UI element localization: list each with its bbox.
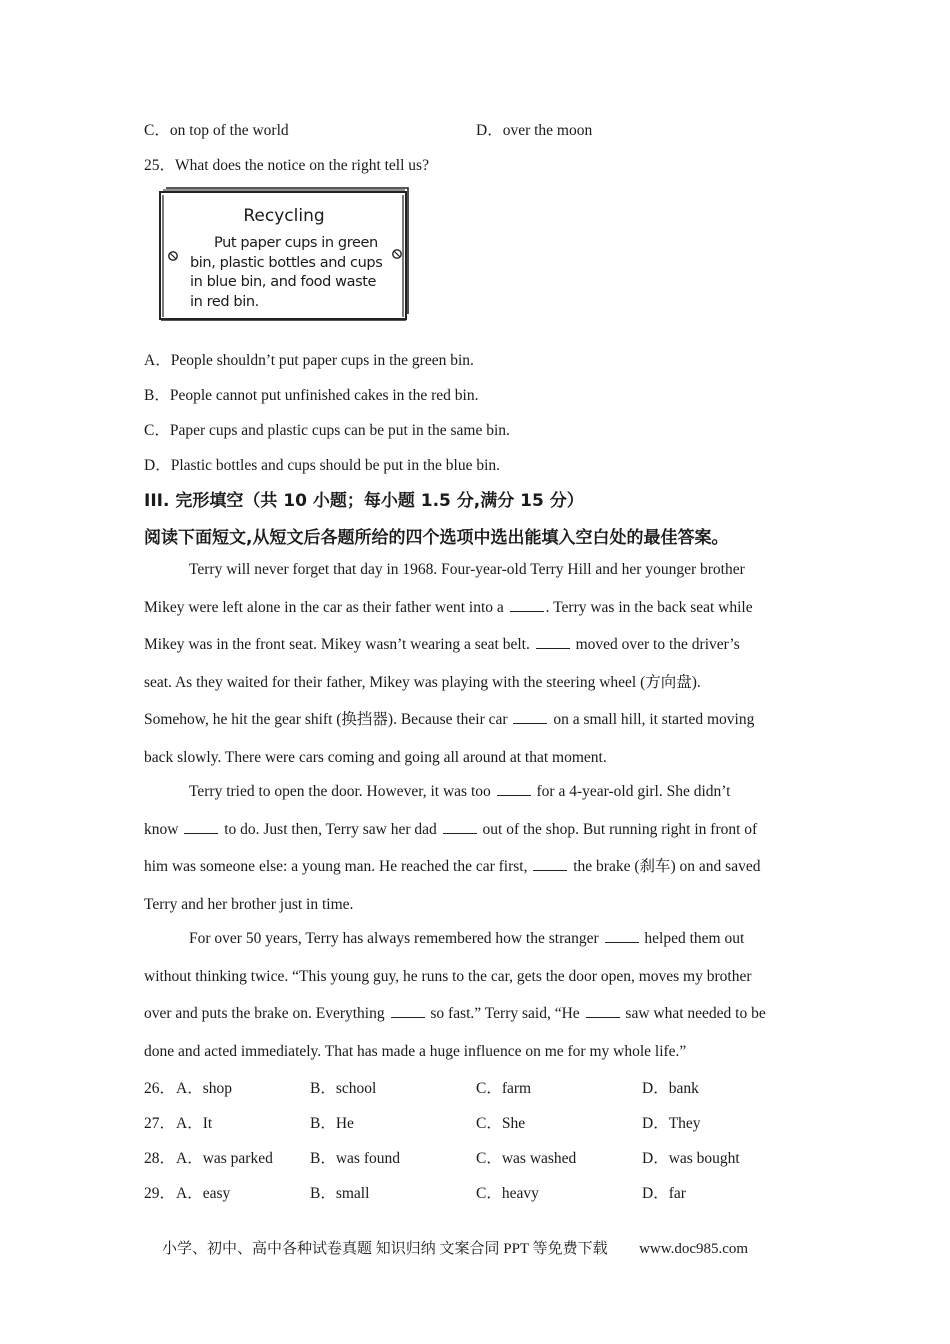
choice-c: C．farm xyxy=(476,1080,532,1097)
choice-d: D．bank xyxy=(642,1080,699,1097)
passage-line: For over 50 years, Terry has always remembered how the stranger helped them out xyxy=(189,930,745,947)
choice-d: D．far xyxy=(642,1185,686,1202)
choice-c: C．She xyxy=(476,1115,526,1132)
passage-line: Terry will never forget that day in 1968. Four-year-old Terry Hill and her younger brother xyxy=(189,561,745,578)
q24-option-c: C．on top of the world xyxy=(144,122,289,139)
choice-a: A．shop xyxy=(176,1080,232,1097)
choice-a: A．was parked xyxy=(176,1150,273,1167)
choice-number: 26． xyxy=(144,1080,176,1097)
footer-text: 小学、初中、高中各种试卷真题 知识归纳 文案合同 PPT 等免费下载 xyxy=(162,1241,608,1257)
passage-line: back slowly. There were cars coming and going all around at that moment. xyxy=(144,748,607,766)
choice-number: 29． xyxy=(144,1185,176,1202)
passage-line: know to do. Just then, Terry saw her dad out of the shop. But running right in front of xyxy=(144,820,758,838)
passage-line: Terry and her brother just in time. xyxy=(144,895,354,913)
choice-row-26 xyxy=(144,1076,824,1098)
blank-31 xyxy=(443,820,477,834)
choice-b: B．small xyxy=(310,1185,370,1202)
q25-question: 25．What does the notice on the right tell us? xyxy=(144,157,429,174)
choice-row-27 xyxy=(144,1111,824,1133)
blank-30 xyxy=(184,820,218,834)
passage-line: over and puts the brake on. Everything so fast.” Terry said, “He saw what needed to be xyxy=(144,1005,766,1022)
choice-d: D．They xyxy=(642,1115,701,1132)
choice-c: C．heavy xyxy=(476,1185,539,1202)
q25-option-b: B．People cannot put unfinished cakes in the red bin. xyxy=(144,387,479,404)
choice-row-29 xyxy=(144,1181,824,1203)
notice-line: bin, plastic bottles and cups xyxy=(190,254,383,271)
choice-b: B．school xyxy=(310,1080,377,1097)
section-instruction: 阅读下面短文,从短文后各题所给的四个选项中选出能填入空白处的最佳答案。 xyxy=(144,528,729,548)
passage-line: seat. As they waited for their father, Mikey was playing with the steering wheel (方向盘). xyxy=(144,673,701,691)
notice-line: in blue bin, and food waste xyxy=(190,274,377,290)
q25-option-a: A．People shouldn’t put paper cups in the green bin. xyxy=(144,352,474,369)
blank-29 xyxy=(497,782,531,796)
choice-number: 27． xyxy=(144,1115,176,1132)
blank-28 xyxy=(513,710,547,724)
notice-title: Recycling xyxy=(243,206,325,226)
notice-line: Put paper cups in green xyxy=(214,235,378,251)
blank-27 xyxy=(536,635,570,649)
page-footer xyxy=(162,1237,748,1258)
choice-number: 28． xyxy=(144,1150,176,1167)
passage-line: Terry tried to open the door. However, it was too for a 4-year-old girl. She didn’t xyxy=(189,783,731,800)
recycling-notice-sign xyxy=(158,186,410,322)
choice-row-28 xyxy=(144,1146,824,1168)
passage-paragraph-2 xyxy=(144,780,809,930)
q25-option-c: C．Paper cups and plastic cups can be put in the same bin. xyxy=(144,422,510,439)
passage-paragraph-3 xyxy=(144,927,809,1077)
blank-33 xyxy=(605,929,639,943)
passage-line: Mikey were left alone in the car as their father went into a . Terry was in the back seat while xyxy=(144,598,753,616)
passage-line: Somehow, he hit the gear shift (换挡器). Because their car on a small hill, it started moving xyxy=(144,711,755,728)
section-heading: III. 完形填空（共 10 小题；每小题 1.5 分,满分 15 分） xyxy=(144,491,584,511)
blank-32 xyxy=(533,857,567,871)
q25-option-d: D．Plastic bottles and cups should be put in the blue bin. xyxy=(144,457,501,474)
passage-line: without thinking twice. “This young guy, he runs to the car, gets the door open, moves my brother xyxy=(144,967,752,985)
passage-line: him was someone else: a young man. He reached the car first, the brake (刹车) on and saved xyxy=(144,858,761,875)
footer-site-link[interactable]: www.doc985.com xyxy=(639,1241,749,1257)
choice-d: D．was bought xyxy=(642,1150,740,1167)
passage-paragraph-1 xyxy=(144,558,809,783)
notice-line: in red bin. xyxy=(190,293,259,310)
choice-a: A．It xyxy=(176,1115,213,1132)
notice-body xyxy=(190,234,382,312)
passage-line: Mikey was in the front seat. Mikey wasn’t wearing a seat belt. moved over to the driver’s xyxy=(144,636,740,653)
choice-c: C．was washed xyxy=(476,1150,577,1167)
blank-26 xyxy=(510,598,544,612)
passage-line: done and acted immediately. That has made a huge influence on me for my whole life.” xyxy=(144,1042,687,1060)
blank-34 xyxy=(391,1004,425,1018)
choice-b: B．was found xyxy=(310,1150,400,1167)
choice-a: A．easy xyxy=(176,1185,231,1202)
choice-b: B．He xyxy=(310,1115,354,1132)
blank-35 xyxy=(586,1004,620,1018)
q24-option-d: D．over the moon xyxy=(476,122,593,139)
